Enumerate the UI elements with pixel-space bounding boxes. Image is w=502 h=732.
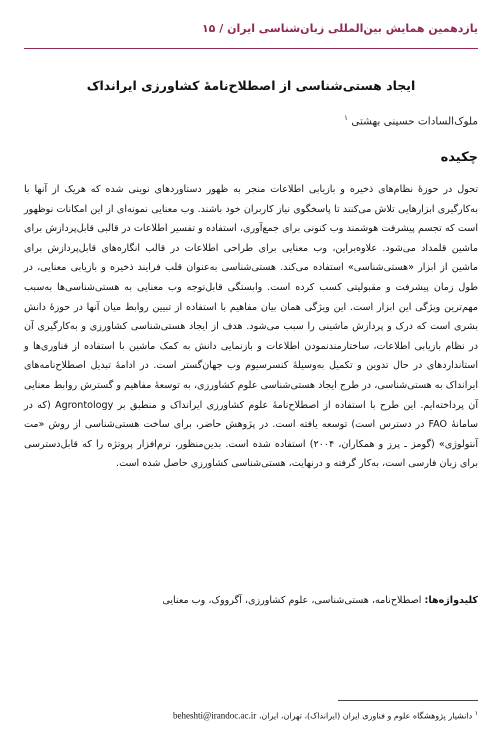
keywords-label: کلیدواژه‌ها: xyxy=(424,595,478,606)
running-header: یازدهمین همایش بین‌المللی زبان‌شناسی ایران / ۱۵ xyxy=(201,22,478,35)
abstract-body xyxy=(24,180,478,474)
footnote-mark: ۱ xyxy=(474,710,478,717)
keywords-line xyxy=(24,595,478,606)
header-divider xyxy=(24,48,478,49)
author-line xyxy=(344,114,478,128)
footnote-email[interactable]: beheshti@irandoc.ac.ir xyxy=(173,710,257,721)
abstract-paragraph: تحول در حوزهٔ نظام‌های ذخیره و بازیابی اطلاعات منجر به ظهور دستاوردهای نوینی شده که هریک از آنها با به‌کارگیری ابزارهایی تلاش می‌کنند تا پاسخگوی نیاز کاربران خود باشند. وب معنایی نمونه‌ای از این امکانات نوظهور است که تجسم پیشرفت هوشمند وب کنونی برای جمع‌آوری، استفاده و تفسیر اطلاعات در قالبی قابل‌پردازش برای ماشین قلمداد می‌شود. علاوه‌براین، وب معنایی برای طراحی اطلاعات در قالب انگاره‌های قابل‌پردازش برای ماشین از ابزار «هستی‌شناسی» استفاده می‌کند. هستی‌شناسی به‌عنوان قلب فرایند ذخیره و بازیابی معنایی، در طول زمان پیشرفت و مقبولیتی کسب کرده است. وابستگی قابل‌توجه وب معنایی به هستی‌شناسی‌ها به‌سبب مهم‌ترین ویژگی این ابزار است. این ویژگی همان بیان مفاهیم با استفاده از تبیین روابط میان آنها در حوزهٔ دانش بشری است که درک و پردازش ماشینی را سبب می‌شود. هدف از ایجاد هستی‌شناسی کشاورزی و به‌کارگیری آن در نظام بازیابی اطلاعات، ساختارمندنمودن اطلاعات و بازنمایی دانش به کمک ماشین با استفاده از فناوری‌ها و استانداردهای در حال تدوین و تکمیل به‌وسیلهٔ کنسرسیوم وب جهان‌گستر است. در ادامهٔ تبدیل اصطلاح‌نامه‌های ایرانداک به هستی‌شناسی، در طرح ایجاد هستی‌شناسی علوم کشاورزی، به توسعهٔ مفاهیم و گسترش روابط معنایی آن پرداخته‌ایم. این طرح با استفاده از اصطلاح‌نامهٔ علوم کشاورزی ایرانداک و منطبق بر Agrontology (که در سامانهٔ FAO در دسترس است) توسعه یافته است. در پژوهش حاضر، برای ساخت هستی‌شناسی از روش «مت آنتولوژی» (گومز ـ پرز و همکاران، ۲۰۰۴) استفاده شده است. بدین‌منظور، نرم‌افزار پروتژه را که قابل‌دسترسی برای زبان فارسی است، به‌کار گرفته و درنهایت، هستی‌شناسی کشاورزی حاصل شده است. xyxy=(24,184,478,470)
footnote-divider xyxy=(338,700,478,701)
footnote-affiliation: دانشیار پژوهشگاه علوم و فناوری ایران (ایرانداک)، تهران، ایران، xyxy=(258,711,473,721)
author-footnote-mark: ۱ xyxy=(344,114,348,122)
keywords-list: اصطلاح‌نامه، هستی‌شناسی، علوم کشاورزی، آگرووک، وب معنایی xyxy=(162,595,422,606)
article-title: ایجاد هستی‌شناسی از اصطلاح‌نامهٔ کشاورزی ایرانداک xyxy=(86,78,416,93)
abstract-heading: چکیده xyxy=(440,150,478,165)
footnote xyxy=(24,710,478,721)
author-name: ملوک‌السادات حسینی بهشتی xyxy=(351,115,478,128)
